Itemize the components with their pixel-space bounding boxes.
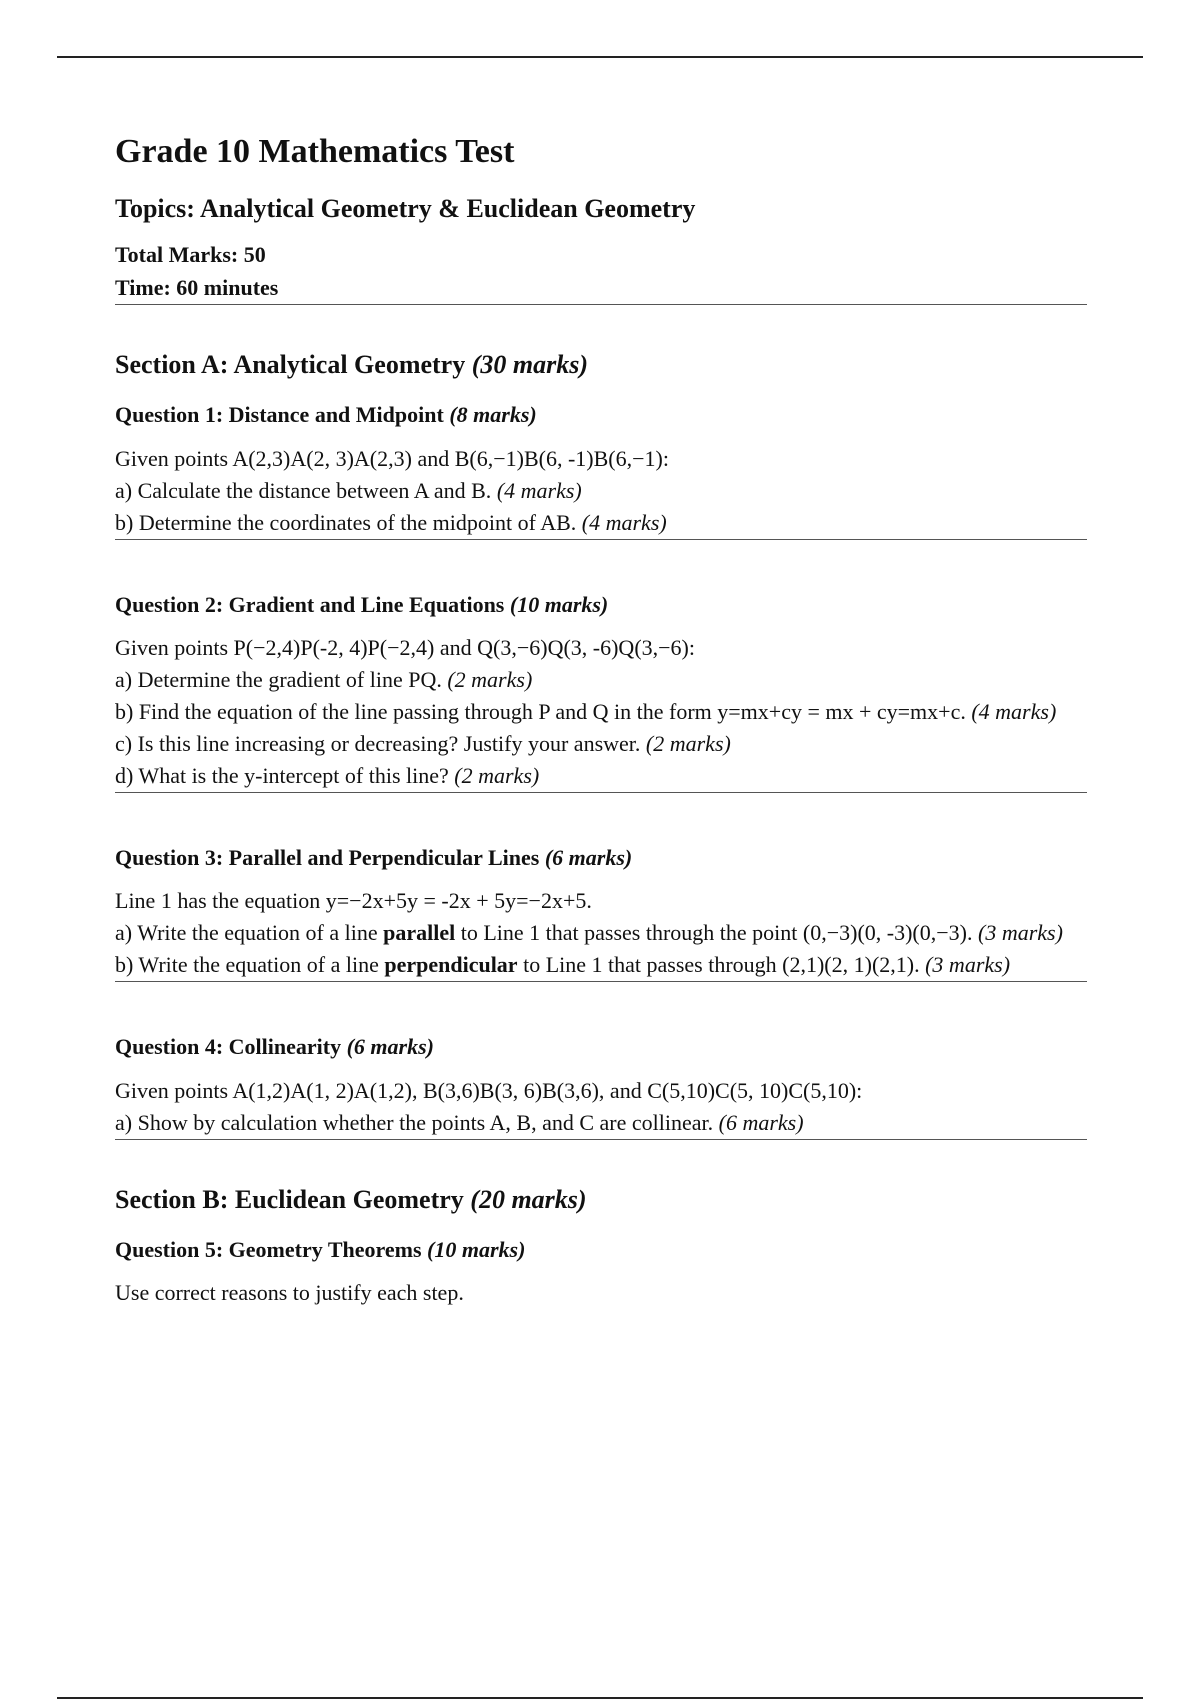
- page-top-rule: [57, 56, 1143, 58]
- question-4-heading: [115, 1034, 1087, 1060]
- question-1-intro: Given points A(2,3)A(2, 3)A(2,3) and B(6,−1)B(6, -1)B(6,−1):: [115, 445, 669, 471]
- question-3-part-b: [115, 949, 1087, 981]
- question-1-marks: (8 marks): [449, 402, 537, 428]
- divider: [115, 304, 1087, 305]
- page-bottom-rule: [57, 1697, 1143, 1699]
- section-b-marks: (20 marks): [470, 1184, 587, 1214]
- question-1-part-b: [115, 507, 1087, 539]
- question-2-title: Question 2: Gradient and Line Equations: [115, 591, 505, 617]
- question-2b-marks: (4 marks): [971, 698, 1057, 724]
- question-3a-keyword: parallel: [383, 920, 456, 946]
- question-3a-text-post: to Line 1 that passes through the point (0,−3)(0, -3)(0,−3).: [460, 920, 973, 946]
- question-2b-text: b) Find the equation of the line passing through P and Q in the form y=mx+cy = mx + cy=mx+c.: [115, 698, 966, 724]
- question-1b-text: b) Determine the coordinates of the midpoint of AB.: [115, 509, 577, 535]
- question-3-part-a: [115, 917, 1087, 949]
- section-b-title: Section B: Euclidean Geometry: [115, 1184, 464, 1214]
- question-2d-text: d) What is the y-intercept of this line?: [115, 762, 449, 788]
- question-3a-text-pre: a) Write the equation of a line: [115, 920, 378, 946]
- question-1a-marks: (4 marks): [496, 477, 582, 503]
- test-document: [115, 132, 1087, 1309]
- divider: [115, 792, 1087, 793]
- question-1-part-a: [115, 475, 1087, 507]
- question-1-title: Question 1: Distance and Midpoint: [115, 402, 444, 428]
- question-4a-text: a) Show by calculation whether the points A, B, and C are collinear.: [115, 1109, 714, 1135]
- question-1-heading: [115, 402, 1087, 428]
- question-5-heading: [115, 1237, 1087, 1263]
- question-4-marks: (6 marks): [346, 1034, 434, 1060]
- section-a-marks: (30 marks): [471, 349, 588, 379]
- section-a-heading: [115, 349, 1087, 380]
- question-3-heading: [115, 845, 1087, 871]
- question-3-intro: Line 1 has the equation y=−2x+5y = -2x + 5y=−2x+5.: [115, 888, 592, 914]
- question-2d-marks: (2 marks): [454, 762, 540, 788]
- question-5-title: Question 5: Geometry Theorems: [115, 1236, 422, 1262]
- question-3-title: Question 3: Parallel and Perpendicular Lines: [115, 844, 540, 870]
- question-4a-marks: (6 marks): [718, 1109, 804, 1135]
- question-2-heading: [115, 592, 1087, 618]
- test-title: Grade 10 Mathematics Test: [115, 133, 515, 170]
- divider: [115, 1139, 1087, 1140]
- test-topics: Topics: Analytical Geometry & Euclidean Geometry: [115, 193, 696, 223]
- question-2a-text: a) Determine the gradient of line PQ.: [115, 666, 442, 692]
- question-3a-marks: (3 marks): [978, 920, 1063, 946]
- question-3b-keyword: perpendicular: [384, 952, 518, 978]
- question-2-part-c: [115, 728, 1087, 760]
- question-5-marks: (10 marks): [427, 1236, 526, 1262]
- question-2-intro: Given points P(−2,4)P(-2, 4)P(−2,4) and Q(3,−6)Q(3, -6)Q(3,−6):: [115, 634, 695, 660]
- question-4-part-a: [115, 1107, 1087, 1139]
- section-b-heading: [115, 1184, 1087, 1215]
- question-2-marks: (10 marks): [509, 591, 609, 617]
- question-2-part-b: [115, 696, 1087, 728]
- question-2-part-a: [115, 664, 1087, 696]
- question-2c-text: c) Is this line increasing or decreasing? Justify your answer.: [115, 730, 641, 756]
- question-4-title: Question 4: Collinearity: [115, 1034, 342, 1060]
- question-3b-marks: (3 marks): [925, 952, 1011, 978]
- question-3b-text-post: to Line 1 that passes through (2,1)(2, 1)(2,1).: [523, 952, 920, 978]
- total-marks: Total Marks: 50: [115, 241, 266, 267]
- question-4-intro: Given points A(1,2)A(1, 2)A(1,2), B(3,6)B(3, 6)B(3,6), and C(5,10)C(5, 10)C(5,10):: [115, 1077, 863, 1103]
- question-3-marks: (6 marks): [544, 844, 633, 870]
- divider: [115, 981, 1087, 982]
- question-3b-text-pre: b) Write the equation of a line: [115, 952, 379, 978]
- question-5-intro: Use correct reasons to justify each step.: [115, 1280, 464, 1306]
- question-1a-text: a) Calculate the distance between A and B.: [115, 477, 492, 503]
- divider: [115, 539, 1087, 540]
- question-2a-marks: (2 marks): [447, 666, 533, 692]
- question-1b-marks: (4 marks): [581, 509, 667, 535]
- time-limit: Time: 60 minutes: [115, 274, 279, 300]
- question-2c-marks: (2 marks): [645, 730, 731, 756]
- section-a-title: Section A: Analytical Geometry: [115, 349, 466, 379]
- question-2-part-d: [115, 760, 1087, 792]
